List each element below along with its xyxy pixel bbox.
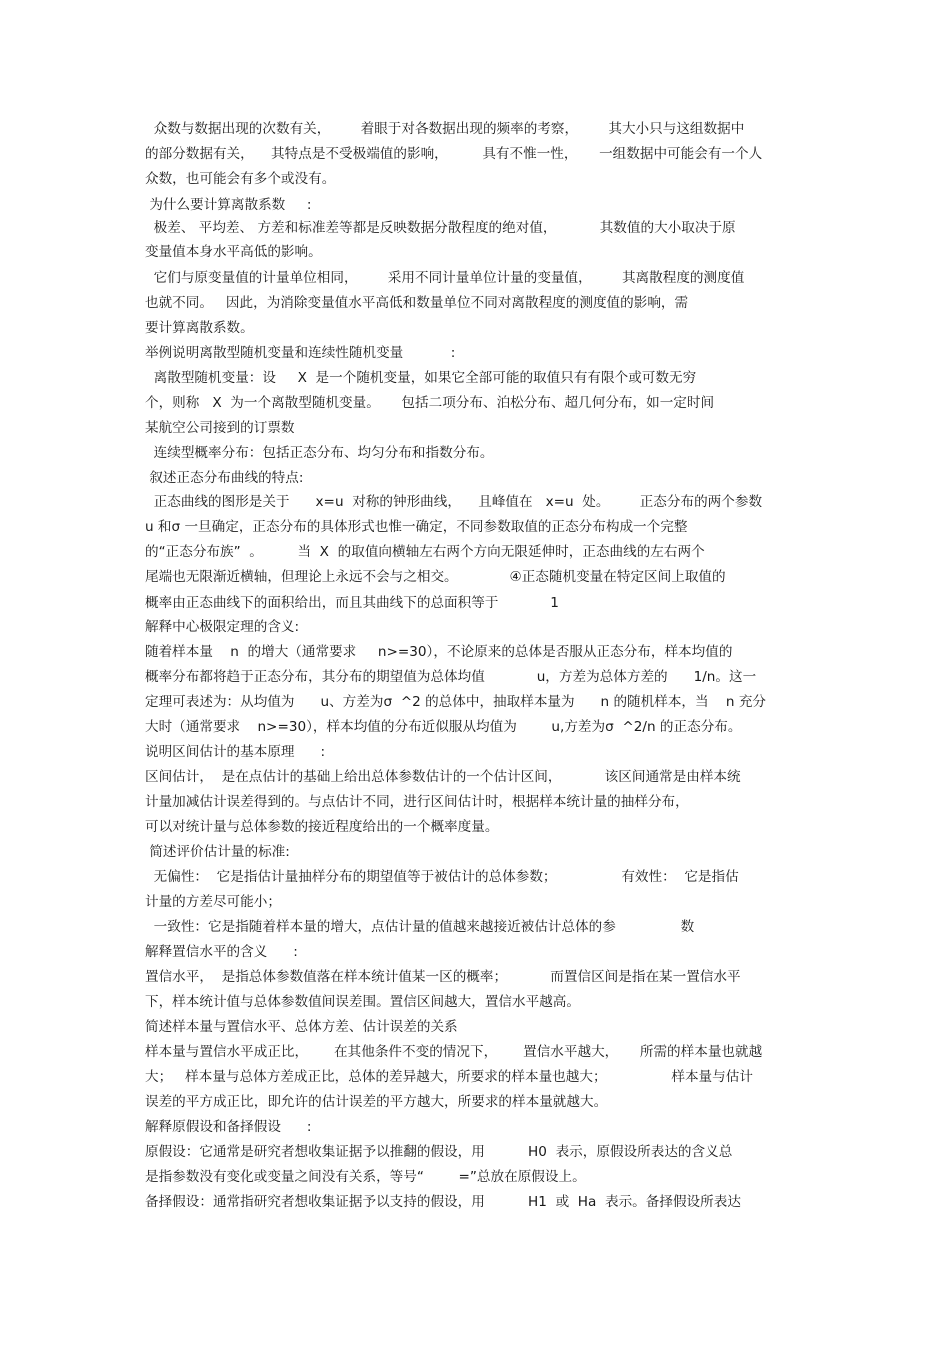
- section-heading: 叙述正态分布曲线的特点:: [145, 470, 304, 486]
- text-line: 尾端也无限渐近横轴，但理论上永远不会与之相交。 ④正态随机变量在特定区间上取值的: [145, 569, 726, 585]
- section-heading: 简述样本量与置信水平、总体方差、估计误差的关系: [145, 1019, 458, 1035]
- text-line: 的部分数据有关， 其特点是不受极端值的影响， 具有不惟一性， 一组数据中可能会有一个人: [145, 146, 763, 162]
- text-line: 是指参数没有变化或变量之间没有关系，等号“ =”总放在原假设上。: [145, 1169, 586, 1185]
- section-heading: 为什么要计算离散系数 :: [145, 197, 312, 213]
- text-line: 无偏性： 它是指估计量抽样分布的期望值等于被估计的总体参数； 有效性： 它是指估: [145, 869, 739, 885]
- text-line: 极差、 平均差、 方差和标准差等都是反映数据分散程度的绝对值， 其数值的大小取决于原: [145, 220, 736, 236]
- text-line: 众数与数据出现的次数有关， 着眼于对各数据出现的频率的考察， 其大小只与这组数据中: [145, 121, 745, 137]
- text-line: 大； 样本量与总体方差成正比，总体的差异越大，所要求的样本量也越大； 样本量与估计: [145, 1069, 753, 1085]
- section-heading: 解释原假设和备择假设 :: [145, 1119, 312, 1135]
- text-line: 离散型随机变量：设 X 是一个随机变量，如果它全部可能的取值只有有限个或可数无穷: [145, 370, 697, 386]
- text-line: 要计算离散系数。: [145, 320, 254, 336]
- section-heading: 解释置信水平的含义 :: [145, 944, 298, 960]
- text-line: 个，则称 X 为一个离散型随机变量。 包括二项分布、泊松分布、超几何分布，如一定时间: [145, 395, 715, 411]
- text-line: 的“正态分布族” 。 当 X 的取值向横轴左右两个方向无限延伸时，正态曲线的左右两个: [145, 544, 705, 560]
- text-line: 它们与原变量值的计量单位相同， 采用不同计量单位计量的变量值， 其离散程度的测度值: [145, 270, 745, 286]
- text-line: 一致性：它是指随着样本量的增大，点估计量的值越来越接近被估计总体的参 数: [145, 919, 695, 935]
- text-line: 原假设：它通常是研究者想收集证据予以推翻的假设，用 H0 表示，原假设所表达的含义总: [145, 1144, 733, 1160]
- text-line: 概率分布都将趋于正态分布，其分布的期望值为总体均值 u，方差为总体方差的 1/n。这一: [145, 669, 757, 685]
- text-line: 正态曲线的图形是关于 x=u 对称的钟形曲线， 且峰值在 x=u 处。 正态分布的两个参数: [145, 494, 763, 510]
- text-line: 随着样本量 n 的增大（通常要求 n>=30），不论原来的总体是否服从正态分布，样本均值的: [145, 644, 733, 660]
- section-heading: 解释中心极限定理的含义:: [145, 619, 300, 635]
- text-line: 误差的平方成正比，即允许的估计误差的平方越大，所要求的样本量就越大。: [145, 1094, 608, 1110]
- text-line: 大时（通常要求 n>=30），样本均值的分布近似服从均值为 u,方差为σ ^2/n 的正态分布。: [145, 719, 742, 735]
- text-line: u 和σ 一旦确定，正态分布的具体形式也惟一确定，不同参数取值的正态分布构成一个完整: [145, 519, 688, 535]
- text-line: 下，样本统计值与总体参数值间误差围。置信区间越大，置信水平越高。: [145, 994, 580, 1010]
- section-heading: 说明区间估计的基本原理 :: [145, 744, 326, 760]
- text-line: 备择假设：通常指研究者想收集证据予以支持的假设，用 H1 或 Ha 表示。备择假设所表达: [145, 1194, 741, 1210]
- section-heading: 举例说明离散型随机变量和连续性随机变量 :: [145, 345, 456, 361]
- text-line: 定理可表述为：从均值为 u、方差为σ ^2 的总体中，抽取样本量为 n 的随机样本，当 n 充分: [145, 694, 767, 710]
- text-line: 也就不同。 因此，为消除变量值水平高低和数量单位不同对离散程度的测度值的影响，需: [145, 295, 689, 311]
- text-line: 某航空公司接到的订票数: [145, 420, 295, 436]
- text-line: 连续型概率分布：包括正态分布、均匀分布和指数分布。: [145, 445, 494, 461]
- text-line: 计量的方差尽可能小；: [145, 894, 281, 910]
- text-line: 可以对统计量与总体参数的接近程度给出的一个概率度量。: [145, 819, 499, 835]
- text-line: 概率由正态曲线下的面积给出，而且其曲线下的总面积等于 1: [145, 595, 559, 611]
- text-line: 样本量与置信水平成正比， 在其他条件不变的情况下， 置信水平越大， 所需的样本量也就越: [145, 1044, 763, 1060]
- section-heading: 简述评价估计量的标准:: [145, 844, 290, 860]
- text-line: 区间估计， 是在点估计的基础上给出总体参数估计的一个估计区间， 该区间通常是由样本统: [145, 769, 741, 785]
- text-line: 众数，也可能会有多个或没有。: [145, 171, 336, 187]
- text-line: 变量值本身水平高低的影响。: [145, 244, 322, 260]
- text-line: 计量加减估计误差得到的。与点估计不同，进行区间估计时，根据样本统计量的抽样分布，: [145, 794, 689, 810]
- text-line: 置信水平， 是指总体参数值落在样本统计值某一区的概率； 而置信区间是指在某一置信水平: [145, 969, 741, 985]
